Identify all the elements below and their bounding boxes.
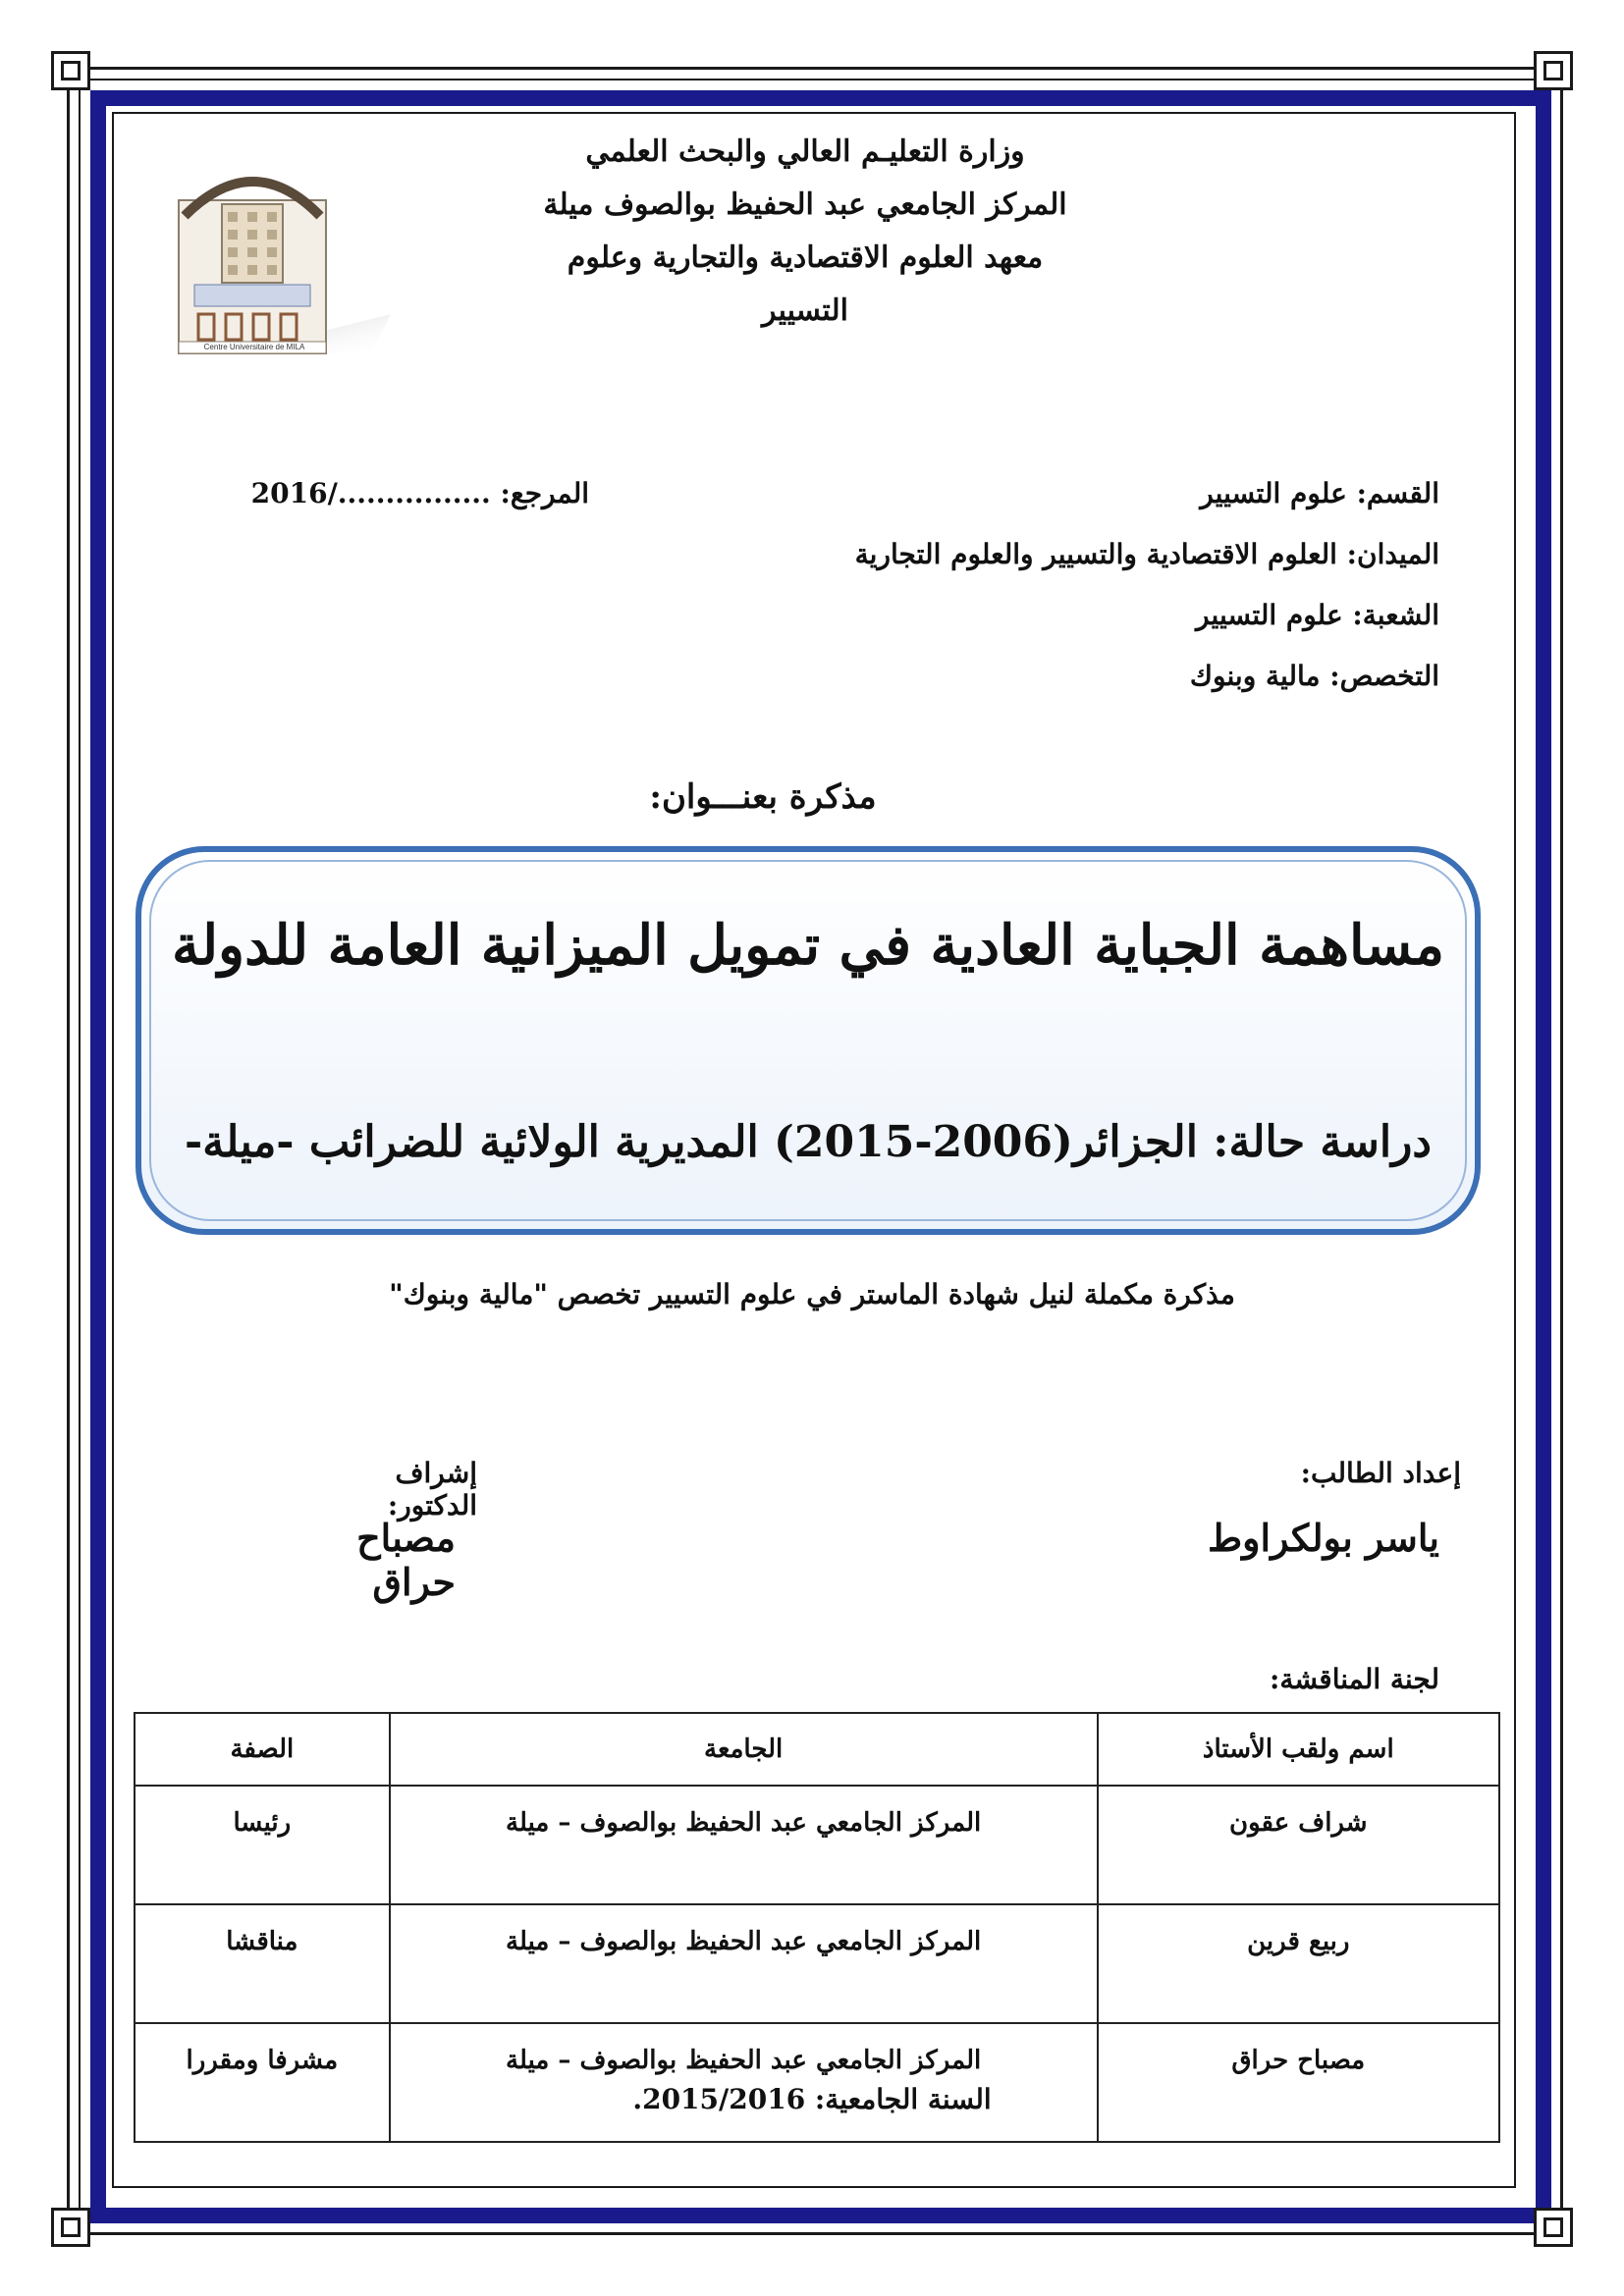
cell-role: مشرفا ومقررا [135,2023,390,2142]
corner-ornament-bottom-left [51,2208,90,2247]
cell-role: رئيسا [135,1786,390,1904]
thesis-title: مساهمة الجباية العادية في تمويل الميزانية العامة للدولة [171,913,1445,978]
institute-name: معهد العلوم الاقتصادية والتجارية وعلوم التسيير [567,240,1044,328]
building-logo-icon [175,157,391,373]
case-study-title: دراسة حالة: الجزائر(2006-2015) المديرية الولائية للضرائب -ميلة- [185,1117,1432,1167]
corner-ornament-top-right [1534,51,1573,90]
specialty: التخصص: مالية وبنوك [1189,660,1439,692]
table-header-row [135,1713,1499,1786]
logo-caption: Centre Universitaire de MILA [203,343,305,351]
institution-header [530,126,1080,338]
student-name: ياسر بولكراوط [1208,1516,1439,1560]
table-row [135,1904,1499,2023]
cell-professor: ربيع قرين [1098,1904,1499,2023]
cell-role: مناقشا [135,1904,390,2023]
header-professor: اسم ولقب الأستاذ [1098,1713,1499,1786]
academic-year: السنة الجامعية: 2015/2016. [632,2083,992,2115]
title-box [135,846,1481,1235]
university-logo [175,157,332,353]
degree-statement: مذكرة مكملة لنيل شهادة الماستر في علوم التسيير تخصص "مالية وبنوك" [389,1278,1235,1310]
reference-number: المرجع: ................/2016 [250,477,589,509]
cell-professor: شراف عقون [1098,1786,1499,1904]
committee-label: لجنة المناقشة: [1269,1663,1439,1695]
field: الميدان: العلوم الاقتصادية والتسيير والعلوم التجارية [854,538,1439,570]
cell-university: المركز الجامعي عبد الحفيظ بوالصوف – ميلة [390,1904,1098,2023]
cell-university: المركز الجامعي عبد الحفيظ بوالصوف – ميلة [390,1786,1098,1904]
supervisor-label: إشراف الدكتور: [387,1457,477,1522]
committee-table [134,1712,1500,2143]
department: القسم: علوم التسيير [1200,477,1439,509]
table-row [135,1786,1499,1904]
header-role: الصفة [135,1713,390,1786]
ministry-name: وزارة التعليـم العالي والبحث العلمي [585,134,1025,169]
branch: الشعبة: علوم التسيير [1196,599,1439,631]
memo-label: مذكرة بعنـــوان: [649,777,877,817]
corner-ornament-top-left [51,51,90,90]
cell-university: المركز الجامعي عبد الحفيظ بوالصوف – ميلة [390,2023,1098,2142]
center-name: المركز الجامعي عبد الحفيظ بوالصوف ميلة [543,187,1067,222]
student-label: إعداد الطالب: [1300,1457,1461,1489]
supervisor-name: مصباح حراق [356,1516,456,1604]
corner-ornament-bottom-right [1534,2208,1573,2247]
header-university: الجامعة [390,1713,1098,1786]
cell-professor: مصباح حراق [1098,2023,1499,2142]
